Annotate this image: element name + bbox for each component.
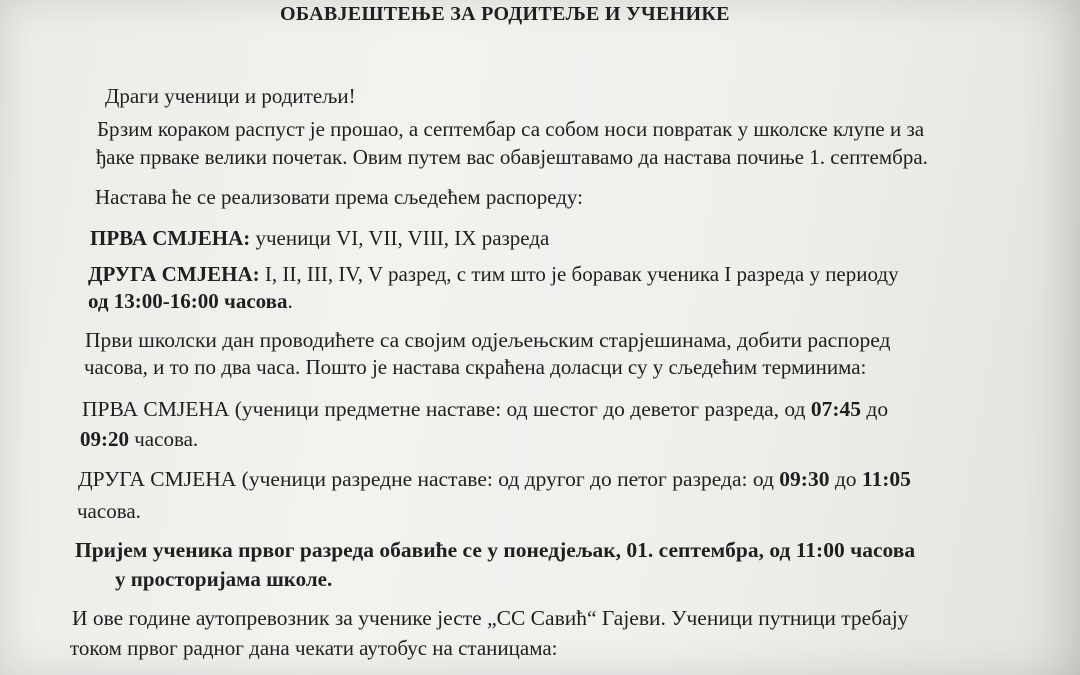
first-shift-end-time: 09:20 — [80, 427, 129, 451]
second-shift-line-1 — [88, 264, 899, 285]
bus-line-1: И ове године аутопревозник за ученике јесте „СС Савић“ Гајеви. Ученици путници требају — [72, 606, 909, 630]
second-shift-line-2 — [88, 291, 293, 312]
greeting: Драги ученици и родитељи! — [105, 84, 356, 108]
second-shift-hours: од 13:00-16:00 часова — [88, 289, 288, 313]
reception-line-2: у просторијама школе. — [115, 567, 333, 591]
second-shift-label: ДРУГА СМЈЕНА: — [88, 262, 260, 286]
paragraph-intro-line-1: Брзим кораком распуст је прошао, а септембар са собом носи повратак у школске клупе и за — [97, 117, 925, 141]
document-title: ОБАВЈЕШТЕЊЕ ЗА РОДИТЕЉЕ И УЧЕНИКЕ — [280, 3, 730, 25]
paragraph-intro-line-2: ђаке прваке велики почетак. Овим путем вас обавјештавамо да настава почиње 1. септембра. — [96, 145, 928, 169]
second-shift-term-line-2: часова. — [77, 499, 141, 523]
first-shift-term-line-2 — [80, 429, 198, 450]
first-shift-term-hours: часова. — [129, 427, 199, 451]
first-shift-text: ученици VI, VII, VIII, IX разреда — [250, 226, 550, 250]
first-shift-start-time: 07:45 — [810, 397, 862, 421]
page-shadow — [1020, 0, 1080, 675]
second-shift-end-time: 11:05 — [861, 467, 911, 491]
first-shift-line — [90, 228, 549, 249]
second-shift-term-text: ДРУГА СМЈЕНА (ученици разредне наставе: од другог до петог разреда: од — [78, 467, 780, 491]
schedule-intro: Настава ће се реализовати према сљедећем распореду: — [95, 185, 583, 209]
second-shift-term-to: до — [829, 467, 862, 491]
first-shift-term-line-1 — [82, 399, 888, 421]
second-shift-text: I, II, III, IV, V разред, с тим што је боравак ученика I разреда у периоду — [259, 262, 899, 286]
second-shift-start-time: 09:30 — [779, 467, 830, 491]
first-shift-term-text: ПРВА СМЈЕНА (ученици предметне наставе: од шестог до деветог разреда, од — [82, 397, 811, 421]
reception-line-1: Пријем ученика првог разреда обавиће се у понедјељак, 01. септембра, од 11:00 часова — [75, 538, 916, 562]
second-shift-term-line-1 — [78, 469, 911, 491]
first-shift-label: ПРВА СМЈЕНА: — [90, 226, 251, 250]
first-day-line-1: Први школски дан проводићете са својим одјељењским старјешинама, добити распоред — [85, 328, 891, 352]
first-day-line-2: часова, и то по два часа. Пошто је настава скраћена доласци су у сљедећим терминима: — [84, 355, 867, 379]
first-shift-term-to: до — [861, 397, 889, 421]
second-shift-end: . — [287, 289, 293, 313]
bus-line-2: током првог радног дана чекати аутобус на станицама: — [70, 636, 558, 660]
